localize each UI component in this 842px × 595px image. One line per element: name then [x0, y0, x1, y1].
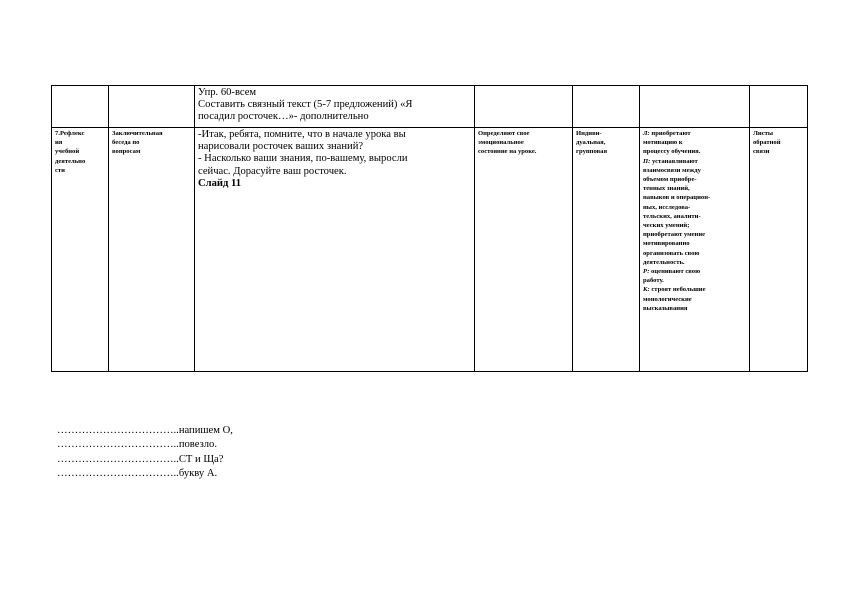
uud-text: приобретают мотивацию к процессу обучения. [643, 130, 701, 156]
teacher-line: нарисовали росточек ваших знаний? [198, 141, 364, 153]
stage-text: 7.Рефлекс ия учебной деятельно сти [55, 130, 86, 174]
uud-item [643, 285, 747, 313]
assignment-line: Упр. 60-всем [198, 87, 257, 98]
uud-label: П: [643, 157, 651, 165]
fill-in-lines [57, 424, 233, 482]
teacher-activity-cell [195, 128, 475, 372]
uud-text: устанавливают взаимосвязи между объемом приобре- тенных знаний, навыков и операцион- ных, исследова- тельских, аналити- ческих умений; приобретают умение мотивированно организовать свою деятельность. [643, 157, 711, 266]
method-text: Заключительная беседа по вопросам [112, 130, 163, 156]
uud-item [643, 267, 747, 285]
fill-in-line: ……………………………..напишем О, [57, 425, 233, 436]
uud-label: Л: [643, 130, 650, 137]
student-activity-cell [475, 128, 573, 372]
table-cell [573, 86, 640, 128]
student-activity-text: Определяют свое эмоциональное состояние на уроке. [478, 130, 537, 156]
fill-in-line: ……………………………..СТ и Ща? [57, 453, 224, 465]
stage-cell [52, 128, 109, 372]
table-row [52, 86, 808, 128]
table-cell [109, 86, 195, 128]
fill-in-line: ……………………………..повезло. [57, 439, 217, 451]
table-cell [640, 86, 750, 128]
table-cell [475, 86, 573, 128]
uud-label: Р: [643, 268, 650, 276]
table-cell [750, 86, 808, 128]
fill-in-line: ……………………………..букву А. [57, 468, 218, 480]
teacher-line: -Итак, ребята, помните, что в начале урока вы [198, 129, 406, 140]
uud-text: строят небольшие монологические высказывания [643, 286, 706, 312]
assignment-line: посадил росточек…»- дополнительно [198, 111, 369, 123]
uud-label: К: [643, 286, 650, 294]
uud-item [643, 129, 747, 157]
work-form-cell [573, 128, 640, 372]
teacher-line: сейчас. Дорасуйте ваш росточек. [198, 165, 347, 177]
uud-cell [640, 128, 750, 372]
teacher-line: - Насколько ваши знания, по-вашему, выросли [198, 153, 408, 165]
control-text: Листы обратной связи [753, 130, 781, 156]
method-cell [109, 128, 195, 372]
uud-item [643, 157, 747, 267]
table-cell-assignment [195, 86, 475, 128]
slide-label: Слайд 11 [198, 177, 242, 189]
assignment-line: Составить связный текст (5-7 предложений) «Я [198, 99, 413, 111]
work-form-text: Индиви- дуальная, групповая [576, 130, 608, 156]
table-cell [52, 86, 109, 128]
lesson-plan-table [51, 85, 808, 372]
uud-text: оценивают свою работу. [643, 268, 701, 285]
table-row [52, 128, 808, 372]
control-cell [750, 128, 808, 372]
